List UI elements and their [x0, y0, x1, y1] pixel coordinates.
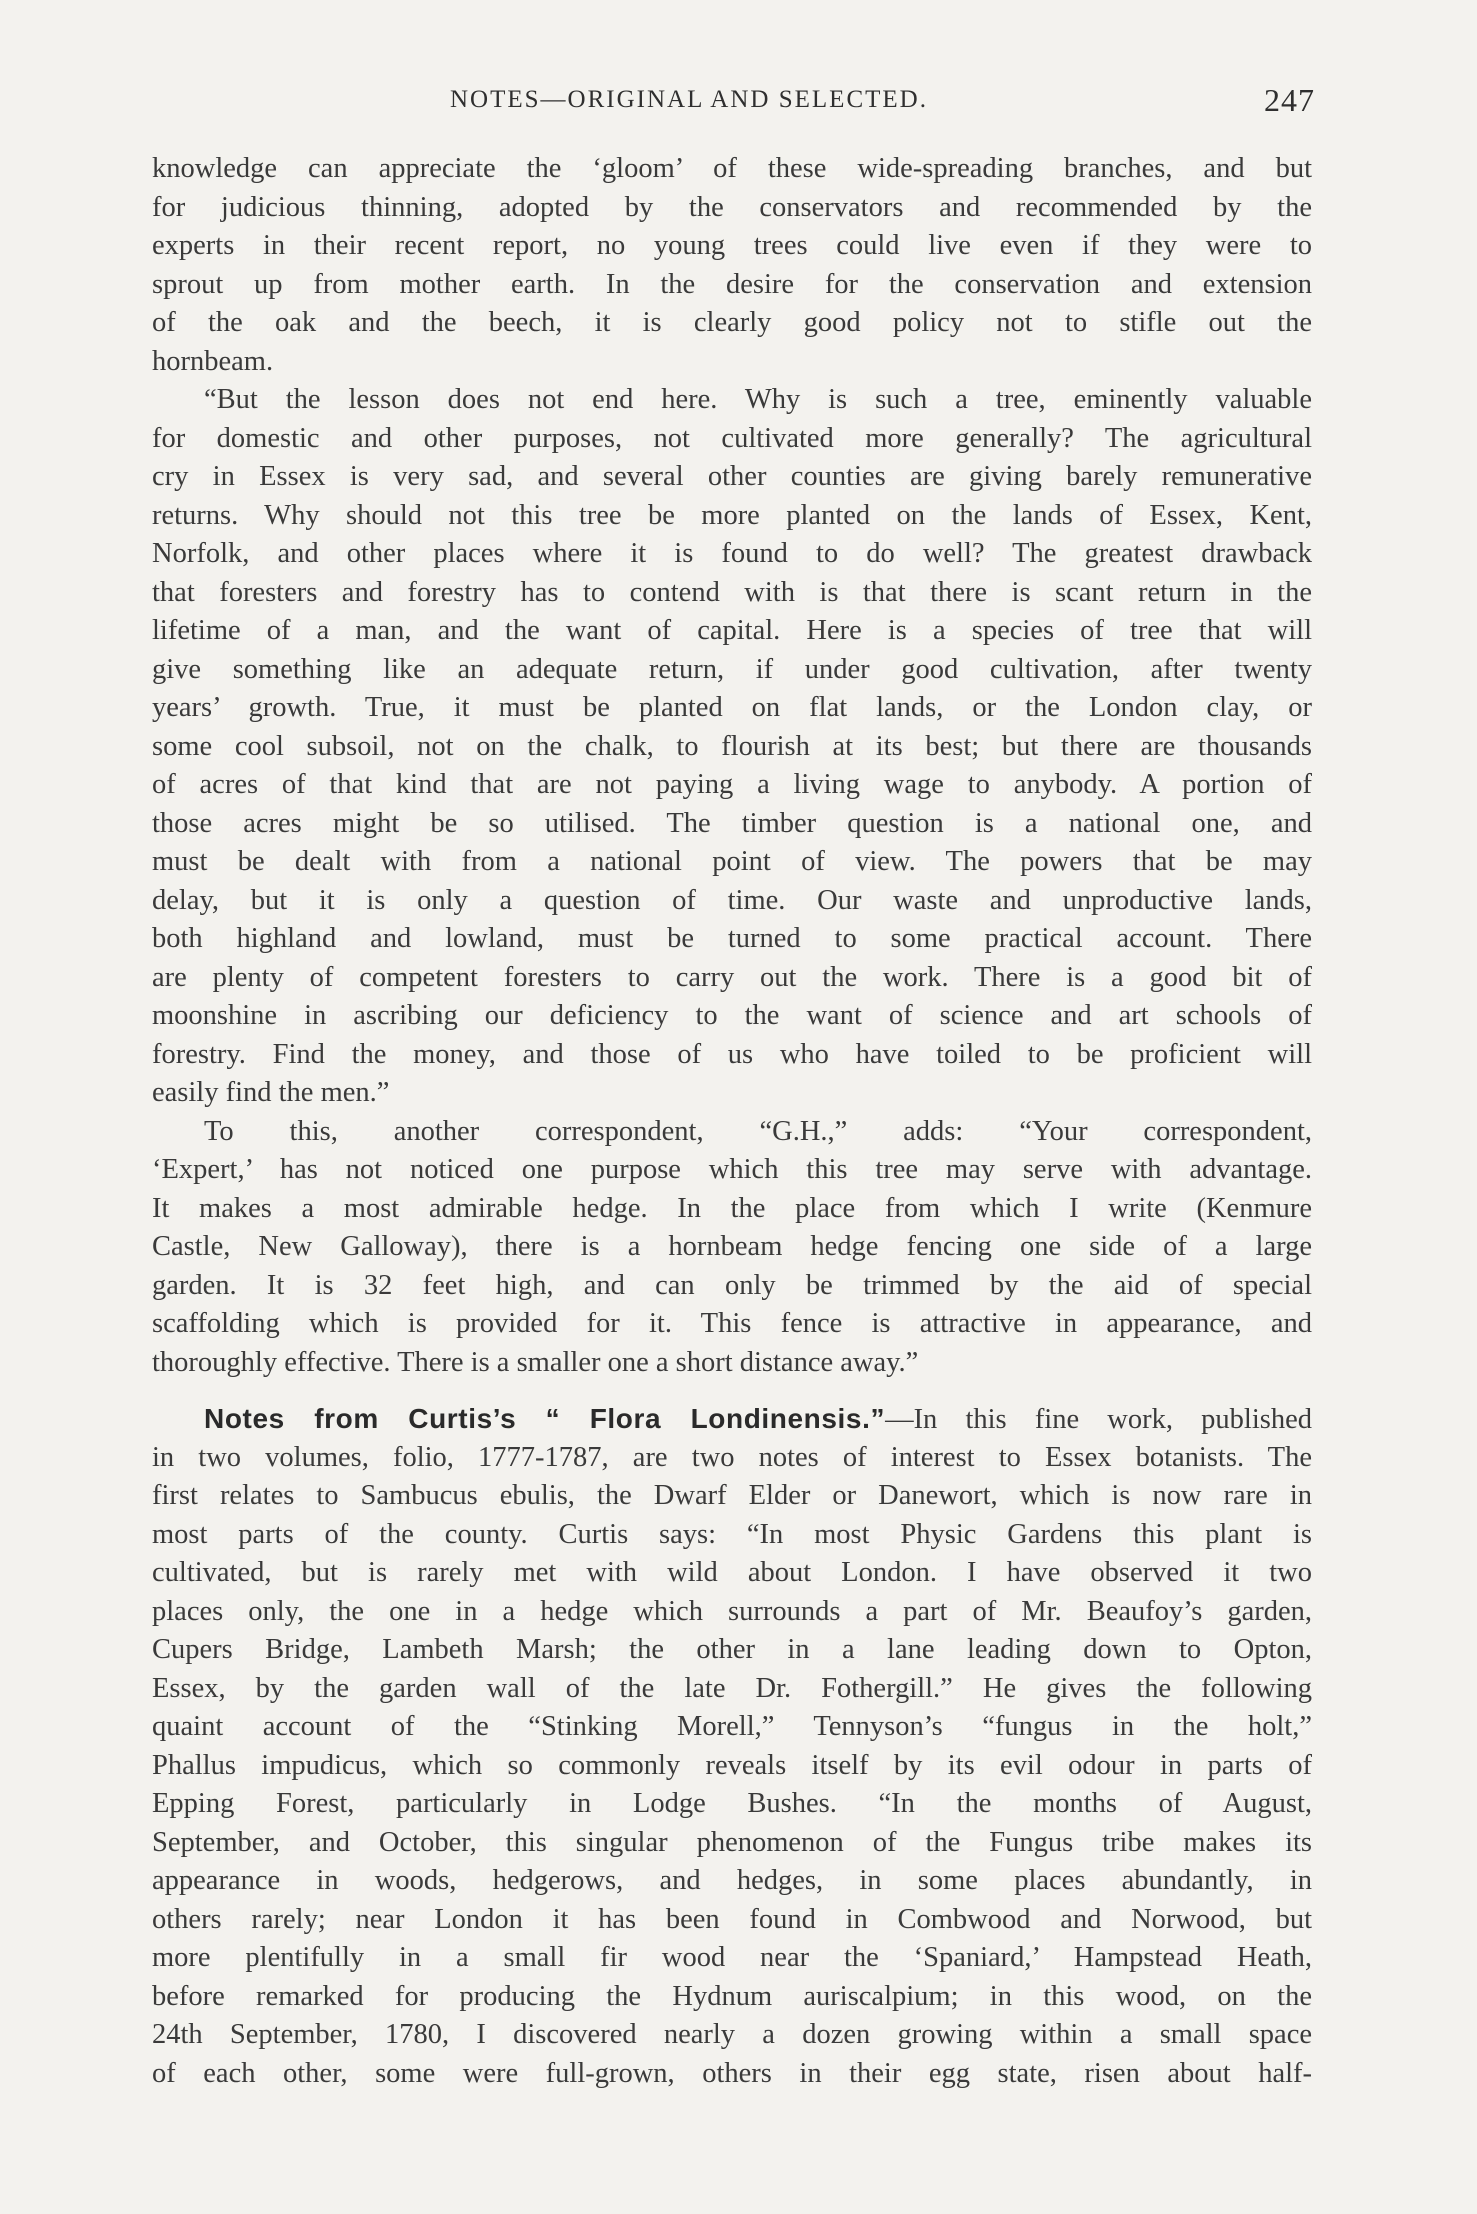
text-line: cultivated, but is rarely met with wild about London. I have observed it two — [152, 1557, 1312, 1588]
text-line: in two volumes, folio, 1777-1787, are two notes of interest to Essex botanists. The — [152, 1441, 1312, 1473]
text-line: Norfolk, and other places where it is found to do well? The greatest drawback — [152, 538, 1312, 569]
paragraph — [152, 1113, 1312, 1383]
text-line: forestry. Find the money, and those of us who have toiled to be proficient will — [152, 1038, 1312, 1070]
text-line: easily find the men.” — [152, 1077, 390, 1108]
text-line: experts in their recent report, no young trees could live even if they were to — [152, 230, 1312, 261]
text-line: appearance in woods, hedgerows, and hedges, in some places abundantly, in — [152, 1865, 1312, 1896]
section-lines — [152, 1439, 1312, 2094]
text-line: for domestic and other purposes, not cultivated more generally? The agricultural — [152, 422, 1312, 454]
text-line: for judicious thinning, adopted by the conservators and recommended by the — [152, 191, 1312, 223]
body-text — [152, 150, 1312, 2093]
text-line: are plenty of competent foresters to carry out the work. There is a good bit of — [152, 961, 1312, 993]
running-title: NOTES—ORIGINAL AND SELECTED. — [450, 86, 928, 113]
text-line: Castle, New Galloway), there is a hornbeam hedge fencing one side of a large — [152, 1231, 1312, 1262]
paragraph — [152, 150, 1312, 381]
paragraph — [152, 381, 1312, 1113]
text-line: before remarked for producing the Hydnum auriscalpium; in this wood, on the — [152, 1980, 1312, 2012]
text-line: garden. It is 32 feet high, and can only be trimmed by the aid of special — [152, 1269, 1312, 1301]
text-line: “But the lesson does not end here. Why is such a tree, eminently valuable — [204, 384, 1312, 415]
text-line: most parts of the county. Curtis says: “In most Physic Gardens this plant is — [152, 1518, 1312, 1550]
text-line: years’ growth. True, it must be planted on flat lands, or the London clay, or — [152, 692, 1312, 723]
text-line: places only, the one in a hedge which surrounds a part of Mr. Beaufoy’s garden, — [152, 1595, 1312, 1627]
section-heading-rest: —In this fine work, published — [885, 1404, 1312, 1435]
text-line: give something like an adequate return, if under good cultivation, after twenty — [152, 653, 1312, 685]
section-first-line — [152, 1400, 1312, 1439]
running-head — [150, 82, 1315, 122]
text-line: cry in Essex is very sad, and several other counties are giving barely remunerative — [152, 461, 1312, 492]
section-gap — [152, 1382, 1312, 1400]
text-line: those acres might be so utilised. The timber question is a national one, and — [152, 807, 1312, 839]
text-line: hornbeam. — [152, 345, 274, 377]
text-line: Epping Forest, particularly in Lodge Bushes. “In the months of August, — [152, 1788, 1312, 1819]
text-line: lifetime of a man, and the want of capital. Here is a species of tree that will — [152, 615, 1312, 646]
text-line: of acres of that kind that are not paying a living wage to anybody. A portion of — [152, 769, 1312, 800]
text-line: both highland and lowland, must be turned to some practical account. There — [152, 923, 1312, 954]
text-line: of each other, some were full-grown, others in their egg state, risen about half- — [152, 2057, 1312, 2089]
page-number: 247 — [1264, 82, 1315, 118]
text-line: must be dealt with from a national point of view. The powers that be may — [152, 846, 1312, 877]
text-line: Cupers Bridge, Lambeth Marsh; the other in a lane leading down to Opton, — [152, 1634, 1312, 1665]
text-line: some cool subsoil, not on the chalk, to flourish at its best; but there are thousands — [152, 730, 1312, 762]
text-line: more plentifully in a small fir wood near the ‘Spaniard,’ Hampstead Heath, — [152, 1942, 1312, 1973]
text-line: sprout up from mother earth. In the desire for the conservation and extension — [152, 268, 1312, 300]
curtis-section — [152, 1400, 1312, 2093]
text-line: Phallus impudicus, which so commonly reveals itself by its evil odour in parts of — [152, 1749, 1312, 1781]
paragraphs — [152, 150, 1312, 1382]
text-line: knowledge can appreciate the ‘gloom’ of these wide-spreading branches, and but — [152, 153, 1312, 184]
text-line: It makes a most admirable hedge. In the place from which I write (Kenmure — [152, 1192, 1312, 1224]
text-line: ‘Expert,’ has not noticed one purpose which this tree may serve with advantage. — [152, 1154, 1312, 1185]
text-line: moonshine in ascribing our deficiency to the want of science and art schools of — [152, 1000, 1312, 1031]
text-line: Essex, by the garden wall of the late Dr. Fothergill.” He gives the following — [152, 1672, 1312, 1704]
text-line: of the oak and the beech, it is clearly good policy not to stifle out the — [152, 307, 1312, 338]
text-line: others rarely; near London it has been found in Combwood and Norwood, but — [152, 1903, 1312, 1935]
text-line: quaint account of the “Stinking Morell,” Tennyson’s “fungus in the holt,” — [152, 1711, 1312, 1742]
text-line: To this, another correspondent, “G.H.,” adds: “Your correspondent, — [204, 1115, 1312, 1147]
text-line: 24th September, 1780, I discovered nearly a dozen growing within a small space — [152, 2019, 1312, 2050]
text-line: that foresters and forestry has to contend with is that there is scant return in the — [152, 576, 1312, 608]
section-heading: Notes from Curtis’s “ Flora Londinensis.” — [204, 1403, 886, 1434]
text-line: first relates to Sambucus ebulis, the Dwarf Elder or Danewort, which is now rare in — [152, 1480, 1312, 1511]
text-line: September, and October, this singular phenomenon of the Fungus tribe makes its — [152, 1826, 1312, 1858]
text-line: returns. Why should not this tree be more planted on the lands of Essex, Kent, — [152, 499, 1312, 531]
text-line: scaffolding which is provided for it. This fence is attractive in appearance, and — [152, 1308, 1312, 1339]
text-line: delay, but it is only a question of time. Our waste and unproductive lands, — [152, 884, 1312, 916]
text-line: thoroughly effective. There is a smaller one a short distance away.” — [152, 1346, 919, 1378]
